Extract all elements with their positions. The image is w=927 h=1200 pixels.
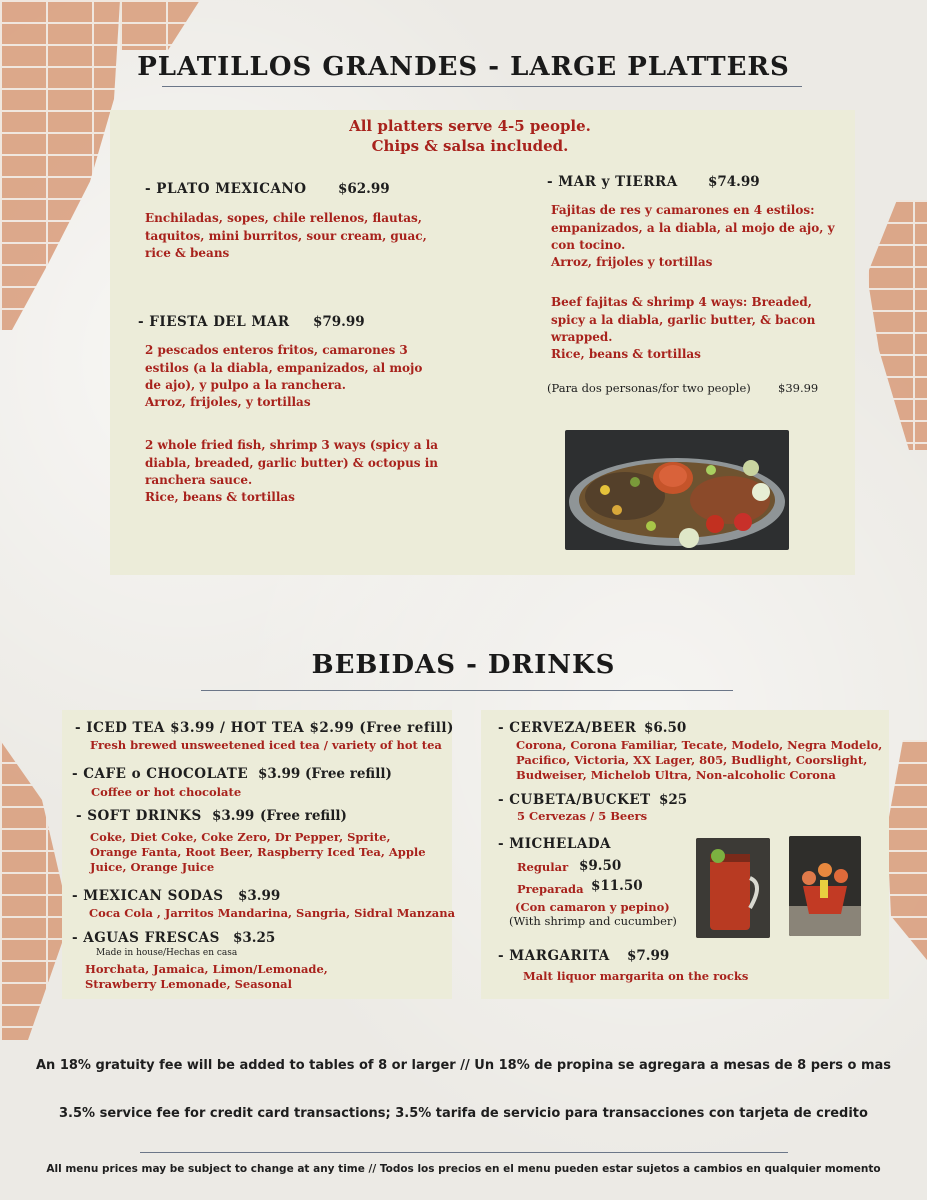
- fiesta-del-mar-desc-en2: Rice, beans & tortillas: [145, 490, 295, 504]
- drinks-right-panel: [481, 710, 889, 999]
- gratuity-notice: An 18% gratuity fee will be added to tables of 8 or larger // Un 18% de propina se agregara a mesas de 8 pers o mas: [35, 1058, 892, 1073]
- aguas-frescas-title: - AGUAS FRESCAS: [72, 930, 220, 946]
- cubeta-desc: 5 Cervezas / 5 Beers: [517, 809, 648, 823]
- platters-heading: PLATILLOS GRANDES - LARGE PLATTERS: [137, 52, 790, 82]
- fiesta-del-mar-price: $79.99: [313, 314, 365, 330]
- mexican-sodas-desc: Coca Cola , Jarritos Mandarina, Sangria, Sidral Manzana: [89, 906, 456, 920]
- mar-y-tierra-two-people-price: $39.99: [778, 381, 819, 395]
- soft-drinks-price: $3.99: [212, 808, 255, 824]
- aguas-frescas-price: $3.25: [233, 930, 276, 946]
- margarita-desc: Malt liquor margarita on the rocks: [523, 969, 749, 983]
- michelada-regular-label: Regular: [517, 860, 569, 874]
- mar-y-tierra-price: $74.99: [708, 174, 760, 190]
- michelada-note-en: (With shrimp and cucumber): [509, 914, 677, 928]
- cafe-desc: Coffee or hot chocolate: [91, 785, 242, 799]
- cafe-title: - CAFE o CHOCOLATE: [72, 766, 249, 782]
- michelada-title: - MICHELADA: [498, 836, 611, 852]
- drinks-heading: BEBIDAS - DRINKS: [311, 650, 616, 680]
- mar-y-tierra-desc-en: Beef fajitas & shrimp 4 ways: Breaded, spicy a la diabla, garlic butter, & bacon wrapped.: [551, 295, 816, 344]
- michelada-preparada-label: Preparada: [517, 882, 584, 896]
- iced-tea-desc: Fresh brewed unsweetened iced tea / variety of hot tea: [90, 738, 442, 752]
- fiesta-del-mar-desc-es2: Arroz, frijoles, y tortillas: [145, 395, 311, 409]
- cafe-note: (Free refill): [305, 766, 392, 782]
- mar-y-tierra-desc-en2: Rice, beans & tortillas: [551, 347, 701, 361]
- mar-y-tierra-desc-es2: Arroz, frijoles y tortillas: [551, 255, 713, 269]
- drinks-left-panel: [62, 710, 456, 999]
- fiesta-del-mar-desc-en: 2 whole fried fish, shrimp 3 ways (spicy a la diabla, breaded, garlic butter) & octopus in ranchera sauce.: [145, 438, 439, 487]
- plato-mexicano-price: $62.99: [338, 181, 390, 197]
- price-disclaimer: All menu prices may be subject to change at any time // Todos los precios en el menu pueden estar sujetos a cambios en qualquier momento: [46, 1163, 881, 1175]
- heading-divider: [201, 690, 733, 691]
- cubeta-title: - CUBETA/BUCKET: [498, 792, 651, 808]
- michelada-note-es: (Con camaron y pepino): [515, 900, 670, 914]
- plato-mexicano-desc: Enchiladas, sopes, chile rellenos, flautas, taquitos, mini burritos, sour cream, guac, rice & beans: [145, 211, 427, 260]
- platter-photo-illustration: [565, 430, 789, 550]
- michelada-glass-photo: [696, 838, 770, 938]
- plato-mexicano-title: - PLATO MEXICANO: [145, 181, 307, 197]
- michelada-preparada-illustration: [789, 836, 861, 936]
- mar-y-tierra-two-people: (Para dos personas/for two people): [547, 381, 751, 395]
- mexican-sodas-title: - MEXICAN SODAS: [72, 888, 224, 904]
- margarita-title: - MARGARITA: [498, 948, 610, 964]
- michelada-regular-price: $9.50: [579, 858, 622, 874]
- mar-y-tierra-title: - MAR y TIERRA: [547, 174, 678, 190]
- michelada-glass-illustration: [696, 838, 770, 938]
- fiesta-del-mar-desc-es: 2 pescados enteros fritos, camarones 3 estilos (a la diabla, empanizados, al mojo de ajo), y pulpo a la ranchera.: [145, 343, 423, 392]
- michelada-preparada-price: $11.50: [591, 878, 643, 894]
- platters-intro-line1: All platters serve 4-5 people.: [349, 117, 591, 135]
- footer-divider: [140, 1152, 788, 1153]
- service-fee-notice: 3.5% service fee for credit card transactions; 3.5% tarifa de servicio para transacciones con tarjeta de credito: [59, 1106, 868, 1121]
- heading-divider: [162, 86, 802, 87]
- cafe-price: $3.99: [258, 766, 301, 782]
- soft-drinks-note: (Free refill): [260, 808, 347, 824]
- margarita-price: $7.99: [627, 948, 670, 964]
- aguas-frescas-desc: Horchata, Jamaica, Limon/Lemonade, Strawberry Lemonade, Seasonal: [85, 962, 328, 991]
- soft-drinks-title: - SOFT DRINKS: [76, 808, 202, 824]
- soft-drinks-desc: Coke, Diet Coke, Coke Zero, Dr Pepper, Sprite, Orange Fanta, Root Beer, Raspberry Iced Tea, Apple Juice, Orange Juice: [90, 830, 426, 874]
- iced-tea-title: - ICED TEA $3.99 / HOT TEA $2.99 (Free refill): [75, 720, 454, 736]
- platter-photo: [565, 430, 789, 550]
- cubeta-price: $25: [659, 792, 688, 808]
- aguas-frescas-note: Made in house/Hechas en casa: [96, 948, 238, 958]
- mexican-sodas-price: $3.99: [238, 888, 281, 904]
- platters-intro-line2: Chips & salsa included.: [371, 137, 569, 155]
- mar-y-tierra-desc-es: Fajitas de res y camarones en 4 estilos: empanizados, a la diabla, al mojo de ajo, y con tocino.: [551, 203, 835, 252]
- platters-panel: [110, 110, 855, 575]
- fiesta-del-mar-title: - FIESTA DEL MAR: [138, 314, 290, 330]
- cerveza-desc: Corona, Corona Familiar, Tecate, Modelo, Negra Modelo, Pacifico, Victoria, XX Lager, 805, Budlight, Coorslight, Budweiser, Michelob Ultra, Non-alcoholic Corona: [516, 738, 883, 782]
- michelada-preparada-photo: [789, 836, 861, 936]
- cerveza-title: - CERVEZA/BEER: [498, 720, 637, 736]
- cerveza-price: $6.50: [644, 720, 687, 736]
